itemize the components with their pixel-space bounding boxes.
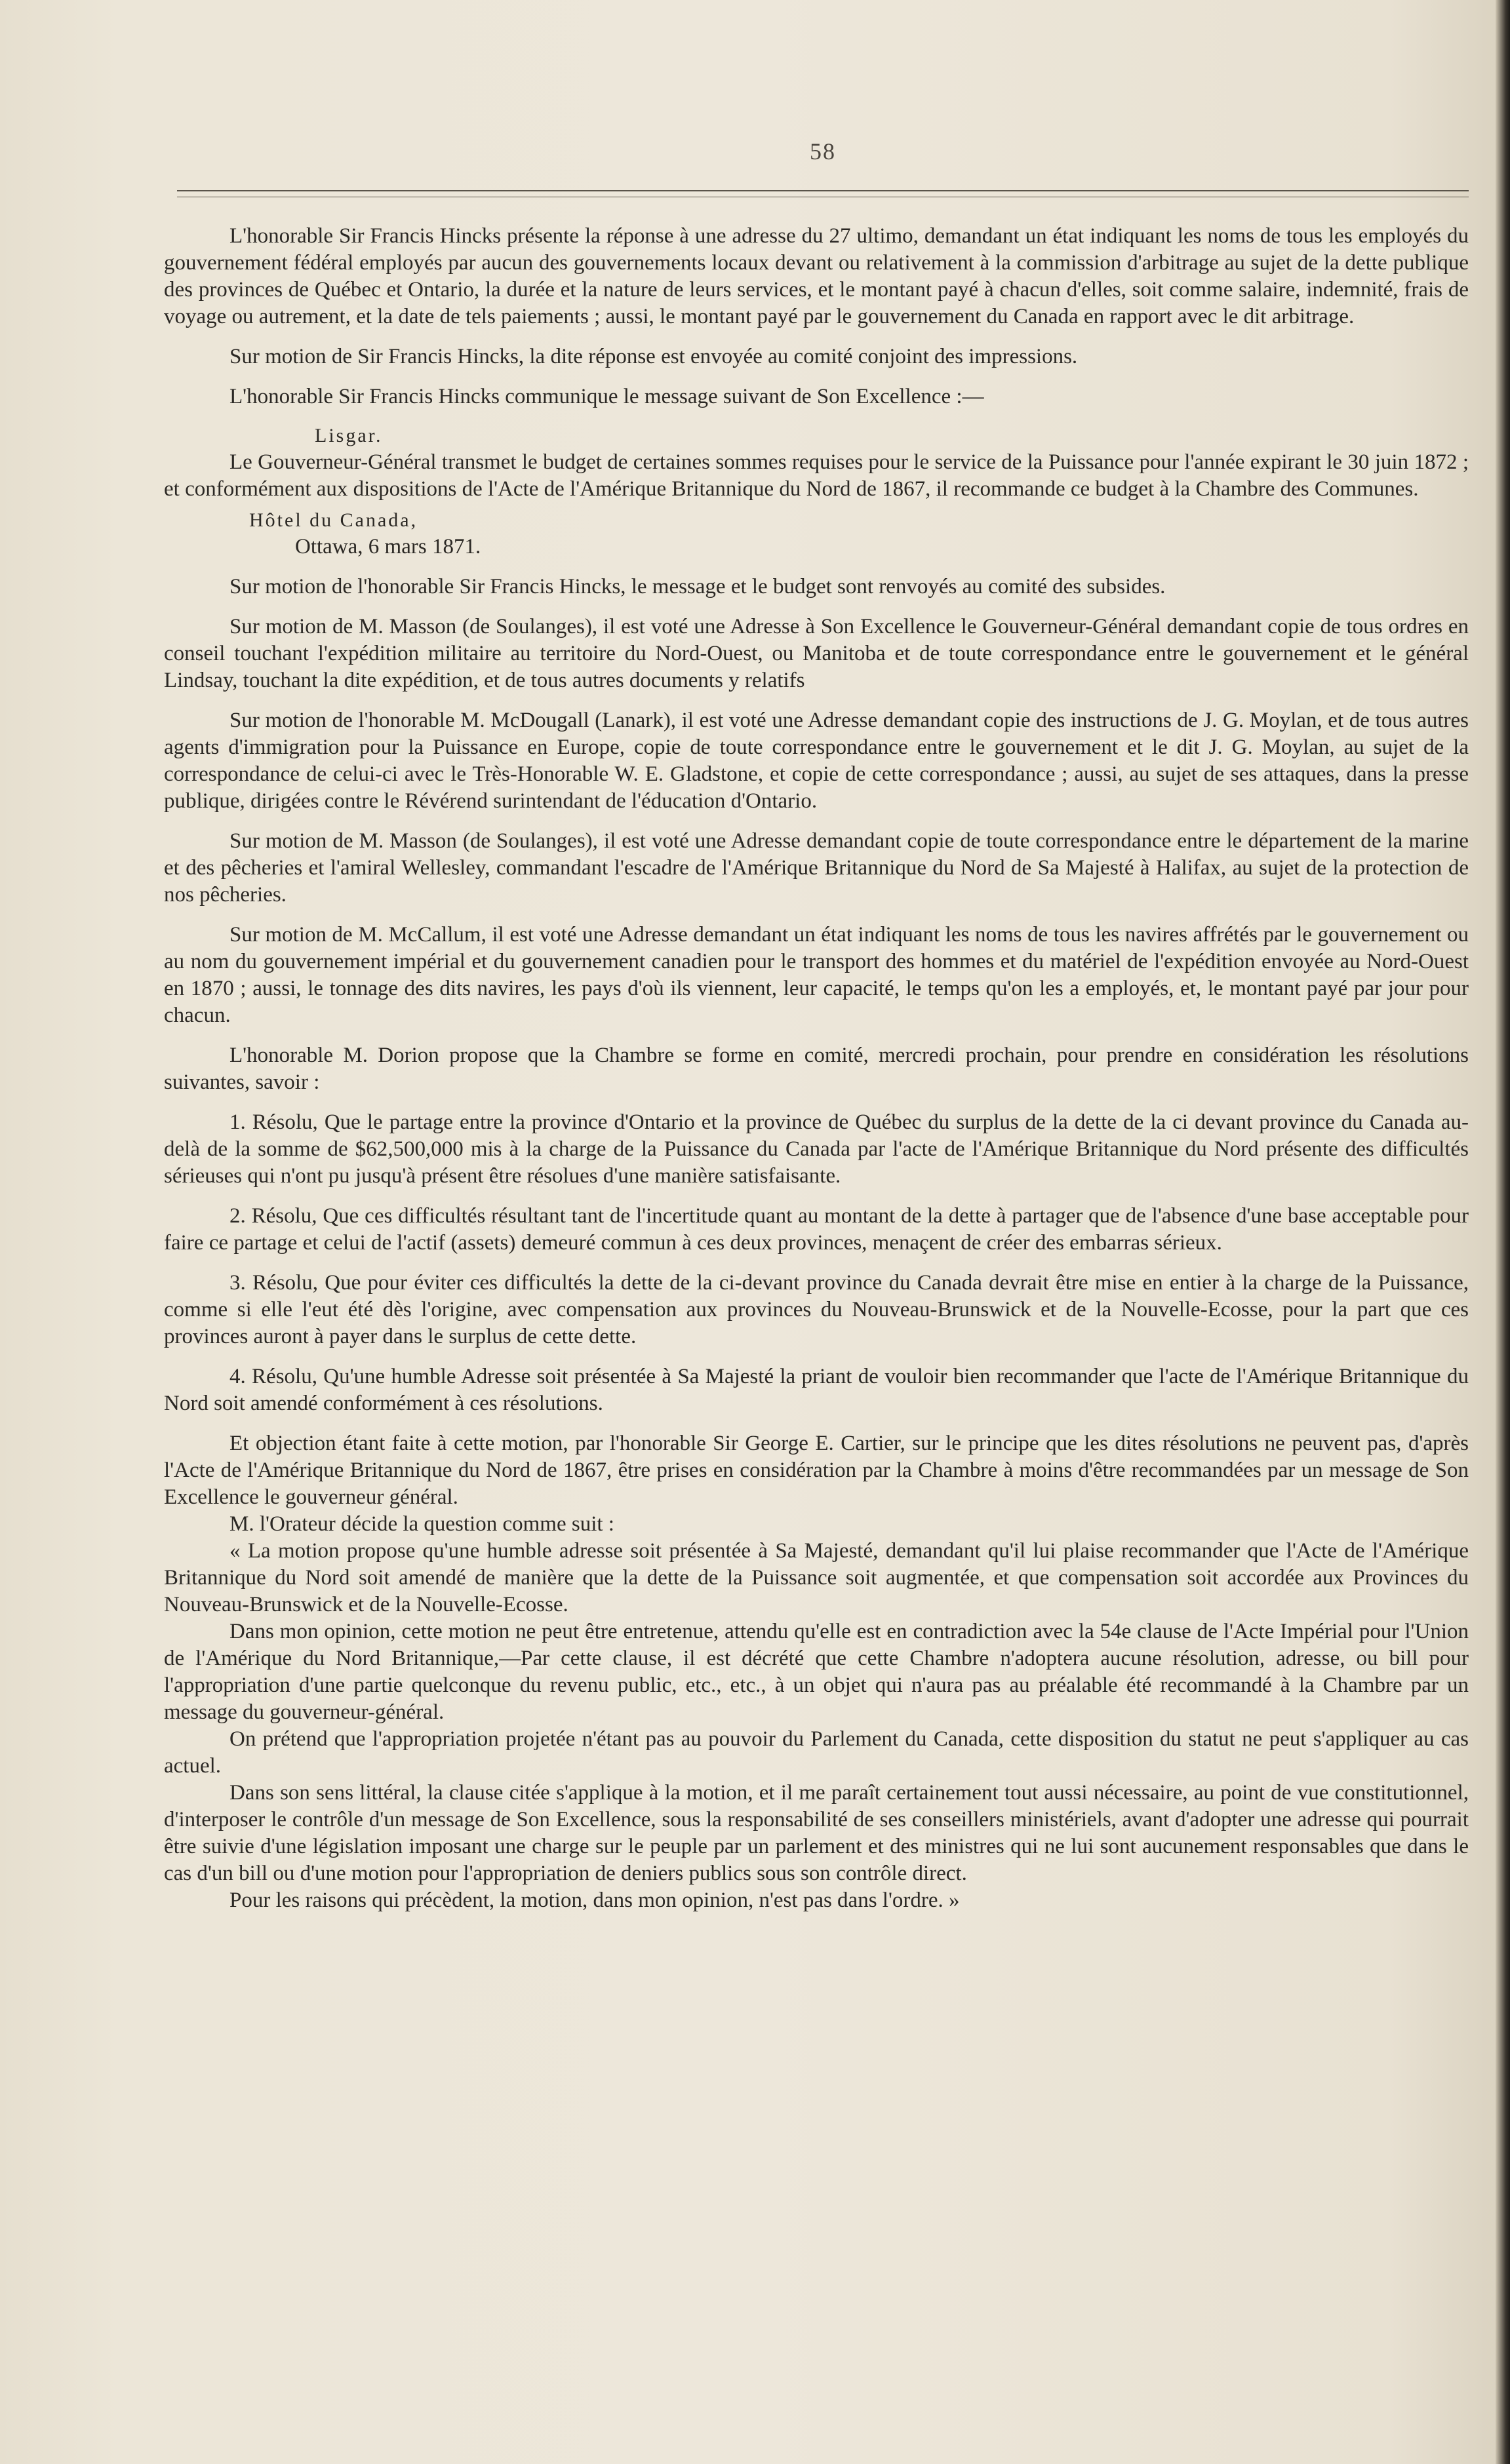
ruling-paragraph-5: Pour les raisons qui précèdent, la motion, dans mon opinion, n'est pas dans l'ordre. »	[229, 1888, 960, 1912]
paragraph-message-intro: L'honorable Sir Francis Hincks communique le message suivant de Son Excellence :—	[229, 385, 984, 408]
page-binding-edge	[1496, 0, 1510, 2464]
page-number: 58	[810, 138, 836, 165]
ruling-paragraph-4: Dans son sens littéral, la clause citée s'applique à la motion, et il me paraît certainement tout aussi nécessaire, au point de vue constitutionnel, d'interposer le contrôle d'un message de Son Excellence, sous la responsabilité de ses conseillers ministériels, avant d'adopter une adresse qui pourrait être suivie d'une législation imposant une charge sur le peuple par un parlement et des ministres qui ne lui sont aucunement responsables que dans le cas d'un bill ou d'une motion pour l'appropriation de deniers publics sous son contrôle direct.	[164, 1781, 1469, 1885]
paragraph-resolution-2: 2. Résolu, Que ces difficultés résultant tant de l'incertitude quant au montant de la dette à partager que de l'absence d'une base acceptable pour faire ce partage et celui de l'actif (assets) demeuré commun à ces deux provinces, menaçent de créer des embarras sérieux.	[164, 1204, 1469, 1255]
paragraph-renvoi-impressions: Sur motion de Sir Francis Hincks, la dite réponse est envoyée au comité conjoint des impressions.	[229, 345, 1078, 368]
header-rule-thick	[177, 190, 1469, 191]
paragraph-hincks-reponse: L'honorable Sir Francis Hincks présente la réponse à une adresse du 27 ultimo, demandant un état indiquant les noms de tous les employés du gouvernement fédéral employés par aucun des gouvernements locaux devant ou relativement à la commission d'arbitrage au sujet de la dette publique des provinces de Québec et Ontario, la durée et la nature de leurs services, et le montant payé à chacun d'elles, soit comme salaire, indemnité, frais de voyage ou autrement, et la date de tels paiements ; aussi, le montant payé par le gouvernement du Canada en rapport avec le dit arbitrage.	[164, 224, 1469, 328]
paragraph-motion-dorion: L'honorable M. Dorion propose que la Chambre se forme en comité, mercredi prochain, pour prendre en considération les résolutions suivantes, savoir :	[164, 1044, 1469, 1094]
signature-lisgar: Lisgar.	[315, 425, 383, 446]
paragraph-resolution-4: 4. Résolu, Qu'une humble Adresse soit présentée à Sa Majesté la priant de vouloir bien recommander que l'acte de l'Amérique Britannique du Nord soit amendé conformément à ces résolutions.	[164, 1365, 1469, 1415]
signature-date: Ottawa, 6 mars 1871.	[295, 535, 481, 558]
ruling-paragraph-1: « La motion propose qu'une humble adresse soit présentée à Sa Majesté, demandant qu'il lui plaise recommander que l'Acte de l'Amérique Britannique du Nord soit amendé de manière que la dette de la Puissance soit augmentée, et que compensation soit accordée aux Provinces du Nouveau-Brunswick et de la Nouvelle-Ecosse.	[164, 1539, 1469, 1616]
document-body	[164, 223, 1469, 1914]
paragraph-objection-cartier: Et objection étant faite à cette motion, par l'honorable Sir George E. Cartier, sur le principe que les dites résolutions ne peuvent pas, d'après l'Acte de l'Amérique Britannique du Nord de 1867, être prises en considération par la Chambre à moins d'être recommandées par un message de Son Excellence le gouverneur général.	[164, 1432, 1469, 1509]
paragraph-motion-masson-2: Sur motion de M. Masson (de Soulanges), il est voté une Adresse demandant copie de toute correspondance entre le département de la marine et des pêcheries et l'amiral Wellesley, commandant l'escadre de l'Amérique Britannique du Nord de Sa Majesté à Halifax, au sujet de la protection de nos pêcheries.	[164, 829, 1469, 907]
paragraph-resolution-3: 3. Résolu, Que pour éviter ces difficultés la dette de la ci-devant province du Canada devrait être mise en entier à la charge de la Puissance, comme si elle l'eut été dès l'origine, avec compensation aux provinces du Nouveau-Brunswick et de la Nouvelle-Ecosse, pour la part que ces provinces auront à payer dans le surplus de cette dette.	[164, 1271, 1469, 1348]
paragraph-orateur-decision: M. l'Orateur décide la question comme suit :	[229, 1512, 614, 1536]
page-header	[177, 138, 1469, 203]
paragraph-motion-masson-1: Sur motion de M. Masson (de Soulanges), il est voté une Adresse à Son Excellence le Gouverneur-Général demandant copie de tous ordres en conseil touchant l'expédition militaire au territoire du Nord-Ouest, ou Manitoba et de toute correspondance entre le gouvernement et le général Lindsay, touchant la dite expédition, et de tous autres documents y relatifs	[164, 615, 1469, 692]
paragraph-motion-mcdougall: Sur motion de l'honorable M. McDougall (Lanark), il est voté une Adresse demandant copie des instructions de J. G. Moylan, et de tous autres agents d'immigration pour la Puissance en Europe, copie de toute correspondance entre le gouvernement et le dit J. G. Moylan, au sujet de la correspondance de celui-ci avec le Très-Honorable W. E. Gladstone, et copie de cette correspondance ; aussi, au sujet de ses attaques, dans la presse publique, dirigées contre le Révérend surintendant de l'éducation d'Ontario.	[164, 709, 1469, 813]
paragraph-motion-mccallum: Sur motion de M. McCallum, il est voté une Adresse demandant un état indiquant les noms de tous les navires affrétés par le gouvernement ou au nom du gouvernement impérial et du gouvernement canadien pour le transport des hommes et du matériel de l'expédition envoyée au Nord-Ouest en 1870 ; aussi, le tonnage des dits navires, les pays d'où ils viennent, leur capacité, le temps qu'on les a employés, et, le montant payé par jour pour chacun.	[164, 923, 1469, 1027]
signature-place: Hôtel du Canada,	[249, 509, 418, 531]
speaker-ruling-quote	[164, 1538, 1469, 1914]
paragraph-budget-message: Le Gouverneur-Général transmet le budget de certaines sommes requises pour le service de la Puissance pour l'année expirant le 30 juin 1872 ; et conformément aux dispositions de l'Acte de l'Amérique Britannique du Nord de 1867, il recommande ce budget à la Chambre des Communes.	[164, 450, 1469, 501]
ruling-paragraph-3: On prétend que l'appropriation projetée n'étant pas au pouvoir du Parlement du Canada, cette disposition du statut ne peut s'appliquer au cas actuel.	[164, 1727, 1469, 1778]
paragraph-renvoi-subsides: Sur motion de l'honorable Sir Francis Hincks, le message et le budget sont renvoyés au comité des subsides.	[229, 575, 1166, 598]
ruling-paragraph-2: Dans mon opinion, cette motion ne peut être entretenue, attendu qu'elle est en contradiction avec la 54e clause de l'Acte Impérial pour l'Union de l'Amérique du Nord Britannique,—Par cette clause, il est décrété que cette Chambre n'adoptera aucune résolution, adresse, ou bill pour l'appropriation d'une partie quelconque du revenu public, etc., etc., à un objet qui n'aura pas au préalable été recommandé à la Chambre par un message du gouverneur-général.	[164, 1620, 1469, 1724]
paragraph-resolution-1: 1. Résolu, Que le partage entre la province d'Ontario et la province de Québec du surplus de la dette de la ci devant province du Canada au-delà de la somme de $62,500,000 mis à la charge de la Puissance du Canada par l'acte de l'Amérique Britannique du Nord présente des difficultés sérieuses qui n'ont pu jusqu'à présent être résolues d'une manière satisfaisante.	[164, 1110, 1469, 1188]
